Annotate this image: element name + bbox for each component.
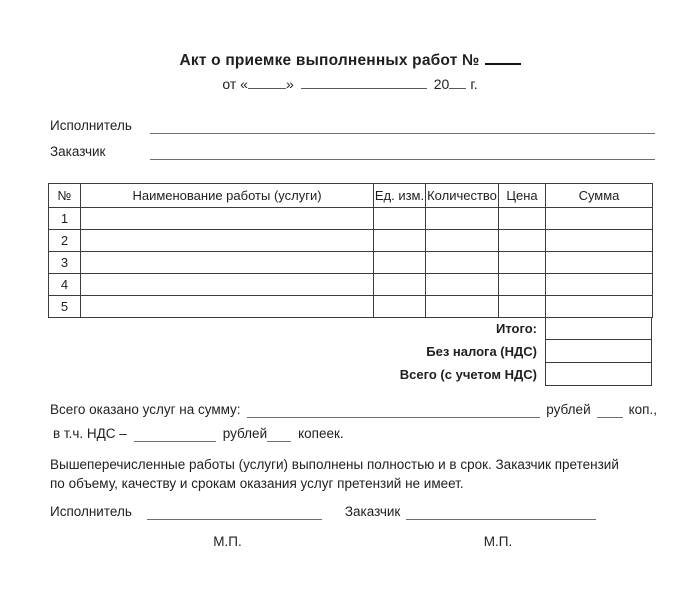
quantity-cell [426, 230, 499, 252]
price-cell [499, 208, 546, 230]
vat-kopecks-label: копеек. [298, 426, 344, 441]
executor-signature-label: Исполнитель [50, 504, 132, 519]
price-cell [499, 230, 546, 252]
vat-kopecks-blank [267, 428, 291, 442]
column-header-sum: Сумма [546, 184, 653, 208]
row-number-cell: 2 [49, 230, 81, 252]
customer-fill-line [150, 140, 655, 160]
document-title-text: Акт о приемке выполненных работ № [179, 52, 480, 69]
customer-signature-line [406, 506, 596, 520]
unit-cell [374, 252, 426, 274]
rubles-label: рублей [546, 402, 591, 417]
executor-signature-line [147, 506, 322, 520]
quantity-cell [426, 296, 499, 318]
quantity-cell [426, 274, 499, 296]
column-header-price: Цена [499, 184, 546, 208]
table-row [49, 230, 653, 252]
column-header-unit: Ед. изм. [374, 184, 426, 208]
subtotal-label: Итого: [496, 321, 537, 336]
vat-amount-blank [134, 428, 216, 442]
signatures-row [50, 501, 596, 520]
acceptance-statement-line2: по объему, качеству и срокам оказания услуг претензий не имеет. [50, 476, 464, 491]
quantity-cell [426, 252, 499, 274]
total-amount-fill-line [247, 404, 541, 418]
without-vat-amount-box [545, 339, 652, 363]
quantity-cell [426, 208, 499, 230]
total-amount-row [50, 400, 657, 418]
date-year-blank [449, 77, 466, 89]
executor-row [50, 110, 655, 134]
with-vat-label: Всего (с учетом НДС) [399, 367, 537, 382]
column-header-number: № [49, 184, 81, 208]
date-year-prefix: 20 [433, 76, 450, 92]
sum-cell [546, 252, 653, 274]
subtotal-amount-box [545, 317, 652, 340]
document-date-line [0, 76, 700, 92]
customer-signature-label: Заказчик [344, 504, 401, 519]
document-title [0, 52, 700, 70]
price-cell [499, 252, 546, 274]
date-day-blank [248, 77, 286, 89]
date-suffix: г. [470, 76, 478, 92]
table-row [49, 208, 653, 230]
total-amount-label: Всего оказано услуг на сумму: [50, 402, 241, 417]
works-table [48, 183, 653, 318]
name-cell [81, 252, 374, 274]
row-number-cell: 3 [49, 252, 81, 274]
name-cell [81, 230, 374, 252]
customer-row [50, 136, 655, 160]
row-number-cell: 1 [49, 208, 81, 230]
name-cell [81, 208, 374, 230]
unit-cell [374, 274, 426, 296]
table-header-row [49, 184, 653, 208]
row-number-cell: 4 [49, 274, 81, 296]
price-cell [499, 274, 546, 296]
unit-cell [374, 230, 426, 252]
price-cell [499, 296, 546, 318]
act-number-blank [485, 52, 521, 65]
acceptance-statement-line1: Вышеперечисленные работы (услуги) выполнены полностью и в срок. Заказчик претензий [50, 457, 619, 472]
vat-row [53, 424, 344, 442]
acceptance-statement [50, 455, 662, 493]
unit-cell [374, 208, 426, 230]
table-row [49, 274, 653, 296]
date-prefix: от « [222, 76, 248, 92]
date-close-quote: » [285, 76, 294, 92]
total-row-without-vat [48, 340, 652, 363]
executor-label: Исполнитель [50, 118, 132, 133]
vat-rubles-label: рублей [222, 426, 268, 441]
column-header-name: Наименование работы (услуги) [81, 184, 374, 208]
stamp-place-left: М.П. [213, 534, 242, 549]
sum-cell [546, 296, 653, 318]
total-row-with-vat [48, 363, 652, 386]
row-number-cell: 5 [49, 296, 81, 318]
sum-cell [546, 208, 653, 230]
table-row [49, 252, 653, 274]
total-row-subtotal [48, 317, 652, 340]
column-header-quantity: Количество [426, 184, 499, 208]
table-row [49, 296, 653, 318]
vat-label: в т.ч. НДС – [53, 426, 127, 441]
without-vat-label: Без налога (НДС) [426, 344, 537, 359]
stamp-place-right: М.П. [483, 534, 513, 549]
sum-cell [546, 230, 653, 252]
with-vat-amount-box [545, 362, 652, 386]
date-month-blank [301, 77, 427, 89]
name-cell [81, 274, 374, 296]
customer-label: Заказчик [50, 144, 106, 159]
kopecks-blank [597, 404, 623, 418]
totals-block [48, 317, 652, 386]
unit-cell [374, 296, 426, 318]
sum-cell [546, 274, 653, 296]
executor-fill-line [150, 114, 655, 134]
name-cell [81, 296, 374, 318]
kopecks-short-label: коп., [628, 402, 657, 417]
